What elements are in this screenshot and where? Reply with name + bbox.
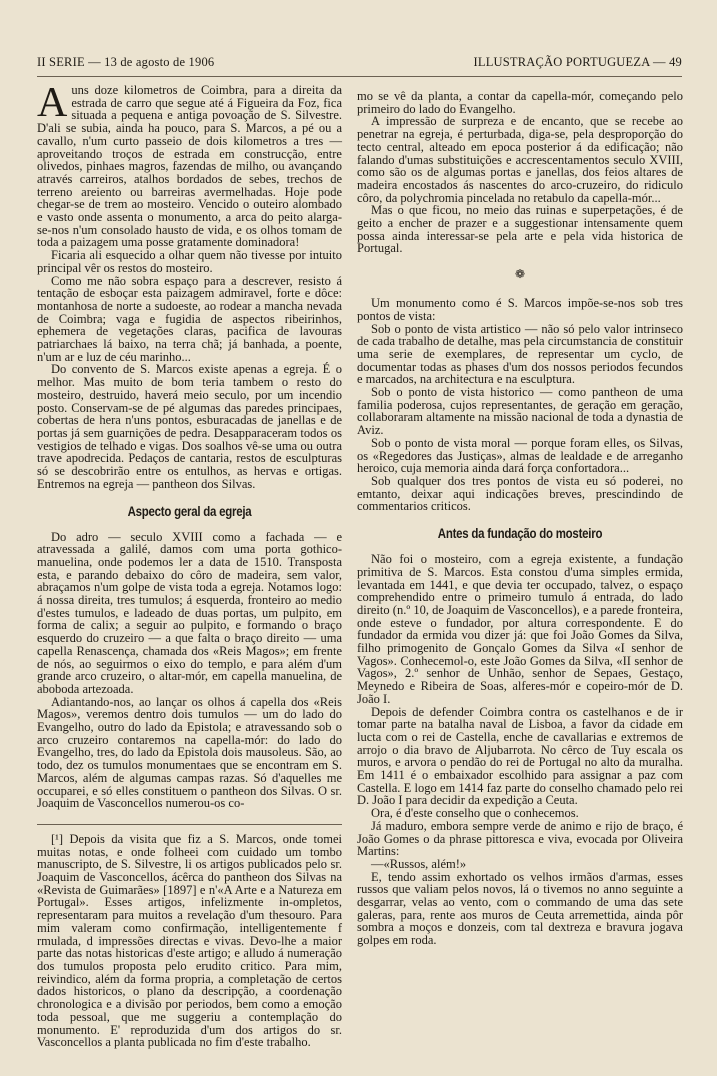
body-paragraph: Um monumento como é S. Marcos impõe-se-nos sob tres pontos de vista: bbox=[357, 296, 683, 323]
body-paragraph: Como me não sobra espaço para a descrever, resisto á tentação de esboçar esta paizagem admiravel, forte e dôce: montanhosa de norte a sudoeste, ao rodear a mancha nevada de Coimbra; vaga e fugidia de aspectos ribeirinhos, ephemera de vegetações claras, pacifica de lavouras patriarchaes lá baixo, na terra chã; já banhada, a poente, n'um ar e luz de céu marinho... bbox=[37, 273, 342, 364]
page-header bbox=[37, 55, 682, 71]
intro-paragraph bbox=[37, 80, 342, 250]
intro-text: uns doze kilometros de Coimbra, para a direita da estrada de carro que segue até á Figueira da Foz, fica situada a pequena e antiga povoação de S. Silvestre. D'ali se subia, ainda ha pouco, para S. Marcos, a pé ou a cavallo, n'um curto passeio de dois kilometros a tres — aproveitando troços de estrada em construcção, entre olivedos, pinhaes magros, fazendas de milho, ou avançando através carreiros, atalhos bordados de sebes, trechos de terreno areiento ou barreiras avermelhadas. Hoje pode chegar-se de trem ao mosteiro. Vencido o outeiro alombado e vasto onde assenta o monumento, a arca do peito alarga-se-nos n'um consolado hausto de vida, e os olhos tomam de toda a paizagem uma posse gratamente dominadora! bbox=[37, 83, 342, 250]
body-paragraph: Não foi o mosteiro, com a egreja existente, a fundação primitiva de S. Marcos. Esta constou d'uma simples ermida, levantada em 1441, e que devia ter occupado, talvez, o espaço comprehendido entre o primeiro tumulo á entrada, do lado direito (n.º 10, de Joaquim de Vasconcellos), e a parede fronteira, onde esteve o fundador, por altura correspondente. E do fundador da ermida vou dizer já: que foi João Gomes da Silva, filho primogenito de Gonçalo Gomes da Silva «I senhor de Vagos». Conhecemol-o, este João Gomes da Silva, «II senhor de Vagos», 2.º senhor de Unhão, senhor de Sepaes, Gestaço, Meynedo e Ribeira de Soas, alferes-mór e copeiro-mór de D. João I. bbox=[357, 552, 683, 706]
body-paragraph: Mas o que ficou, no meio das ruinas e superpetações, é de geito a encher de prazer e a suggestionar intensamente quem possa ainda interessar-se pela arte e pela vida historica de Portugal. bbox=[357, 203, 683, 256]
body-paragraph: Do convento de S. Marcos existe apenas a egreja. É o melhor. Mas muito de bom teria tambem o resto do mosteiro, destruido, haverá meio seculo, por um incendio posto. Conservam-se de pé algumas das paredes principaes, cobertas de hera n'uns pontos, esburacadas de janellas e de portas já sem guarnições de pedra. Desapparaceram todos os vestigios de telhado e vigas. Dos soalhos vê-se uma ou outra trave apodrecida. Pedaços de cantaria, restos de esculpturas só se descobrirão entre os entulhos, as hervas e ortigas. Entremos na egreja — pantheon dos Silvas. bbox=[37, 362, 342, 491]
body-paragraph: Sob o ponto de vista moral — porque foram elles, os Silvas, os «Regedores das Justiças», almas de lealdade e de arreganho heroico, cuja memoria ainda dará força confortadora... bbox=[357, 435, 683, 476]
section-title-fundacao: Antes da fundação do mosteiro bbox=[437, 525, 603, 542]
body-paragraph: E, tendo assim exhortado os velhos irmãos d'armas, esses russos que valiam pelos novos, lá o tivemos no anno seguinte a desgarrar, velas ao vento, com o commando de uma das sete galeras, para, rente aos muros de Ceuta arremettida, ainda pôr sombra a moços e donzeis, com tal dextreza e bravura jogava golpes em roda. bbox=[357, 869, 683, 948]
body-paragraph: Já maduro, embora sempre verde de animo e rijo de braço, é João Gomes o da phrase pittoresca e viva, evocada por Oliveira Martins: bbox=[357, 818, 683, 859]
header-publication-page: ILLUSTRAÇÃO PORTUGUEZA — 49 bbox=[473, 55, 682, 69]
body-paragraph: Sob qualquer dos tres pontos de vista eu só poderei, no emtanto, deixar aqui indicações breves, prescindindo de commentarios criticos. bbox=[357, 473, 683, 514]
header-rule bbox=[37, 76, 682, 77]
body-paragraph: Do adro — seculo XVIII como a fachada — e atravessada a galilé, damos com uma porta gothico-manuelina, onde podemos ler a data de 1510. Transposta esta, e parando debaixo do côro de madeira, sem valor, abraçamos n'um golpe de vista toda a egreja. Notamos logo: á nossa direita, tres tumulos; á esquerda, fronteiro ao medio d'estes tumulos, e ladeado de duas portas, um pulpito, em forma de calix; a seguir ao pulpito, e formando o braço esquerdo do cruzeiro — a que falta o braço direito — uma capella Renascença, chamada dos «Reis Magos»; em frente de nós, ao seguirmos o eixo do templo, e para além d'um grande arco cruzeiro, o altar-mór, em capella manuelina, de aboboda artezoada. bbox=[37, 529, 342, 696]
body-paragraph: Depois de defender Coimbra contra os castelhanos e de ir tomar parte na batalha naval de Lisboa, a favor da cidade em lucta com o rei de Castella, enche de cavallarias e extremos de arrojo o dia bravo de Aljubarrota. No cêrco de Tuy escala os muros, e arvora o pendão do rei de Portugal no alto da muralha. Em 1411 é o embaixador escolhido para assignar a paz com Castella. E logo em 1414 faz parte do conselho chamado pelo rei D. João I para decidir da expedição a Ceuta. bbox=[357, 704, 683, 808]
left-column bbox=[37, 80, 342, 1050]
body-paragraph: Adiantando-nos, ao lançar os olhos á capella dos «Reis Magos», veremos dentro dois tumulos — um do lado do Evangelho, outro do lado da Epistola; e atravessando sob o arco cruzeiro contaremos na capella-mór: do lado do Evangelho, tres, do lado da Epistola dois mausoleus. São, ao todo, dez os tumulos monumentaes que se encontram em S. Marcos, além de algumas campas razas. Só d'aquelles me occuparei, e só elles constituem o pantheon dos Silvas. O sr. Joaquim de Vasconcellos numerou-os co- bbox=[37, 694, 342, 811]
body-paragraph: Sob o ponto de vista artistico — não só pelo valor intrinseco de cada trabalho de detalhe, mas pela circumstancia de constituir uma serie de exemplares, de representar um cyclo, de documentar todas as phases d'um dos nossos periodos fecundos e marcados, na architectura e na esculptura. bbox=[357, 321, 683, 387]
section-title-aspecto: Aspecto geral da egreja bbox=[127, 502, 252, 519]
body-paragraph: mo se vê da planta, a contar da capella-mór, começando pelo primeiro do lado do Evangelho. bbox=[357, 89, 683, 116]
ornament-icon: ❁ bbox=[514, 267, 526, 282]
footnote-rule bbox=[37, 824, 342, 825]
body-paragraph: Sob o ponto de vista historico — como pantheon de uma familia poderosa, cujos representantes, de geração em geração, collaboraram altamente na missão nacional de toda a dynastia de Aviz. bbox=[357, 385, 683, 438]
footnote: [¹] Depois da visita que fiz a S. Marcos, onde tomei muitas notas, e onde folheei com cuidado um tombo manuscripto, de S. Silvestre, li os artigos publicados pelo sr. Joaquim de Vasconcellos, ácêrca do pantheon dos Silvas na «Revista de Guimarães» [1897] e n'«A Arte e a Natureza em Portugal». Esses artigos, infelizmente in-ompletos, representaram para muitos a revelação d'um thesouro. Para mim valeram como confirmação, intelligentemente f rmulada, d impressões directas e vivas. Devo-lhe a maior parte das notas historicas d'este artigo; e alludo á numeração dos tumulos proposta pelo erudito critico. Para mim, reivindico, além da forma propria, a completação de certos dados historicos, o plano da descripção, a coordenação chronologica e a divisão por periodos, bem como a emoção toda pessoal, que me suggeriu a contemplação do monumento. E' reproduzida d'um dos artigos do sr. Vasconcellos a planta publicada no fim d'este trabalho. bbox=[37, 831, 342, 1050]
body-paragraph: Ora, é d'este conselho que o conhecemos. bbox=[371, 806, 579, 821]
dropcap: A bbox=[37, 80, 68, 126]
right-column bbox=[357, 90, 683, 947]
body-paragraph: —«Russos, além!» bbox=[371, 856, 467, 871]
body-paragraph: A impressão de surpreza e de encanto, que se recebe ao penetrar na egreja, é perturbada, diga-se, pela desproporção do tecto central, alteado em epoca posterior á da edificação; não falando d'umas substituições e accrescentamentos seculo XVIII, como são os de algumas portas e janellas, dos feios altares de madeira encostados ás nascentes do arco-cruzeiro, do ridiculo côro, da polychromia pincelada no retabulo da capella-mór... bbox=[357, 114, 683, 205]
body-paragraph: Ficaria ali esquecido a olhar quem não tivesse por intuito principal vêr os restos do mosteiro. bbox=[37, 248, 342, 275]
header-issue-date: II SERIE — 13 de agosto de 1906 bbox=[37, 55, 215, 69]
